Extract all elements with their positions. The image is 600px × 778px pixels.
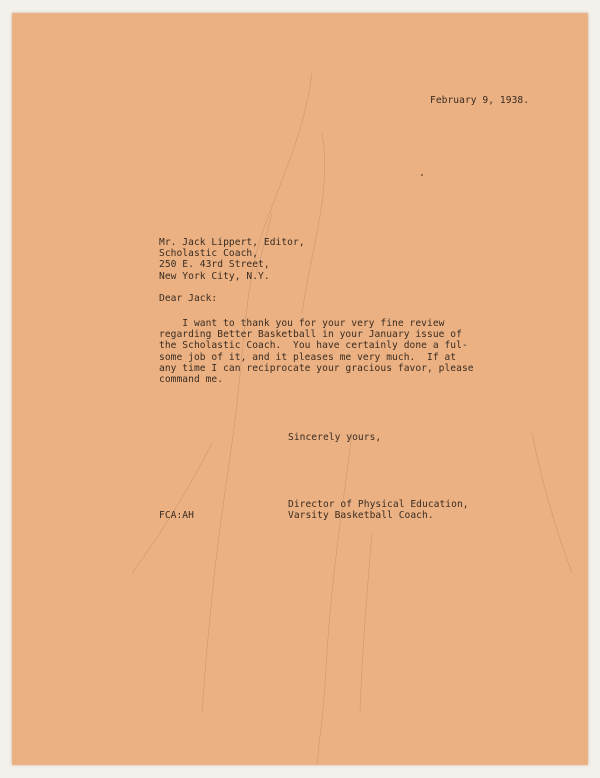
closing: Sincerely yours, bbox=[288, 432, 382, 443]
recipient-address bbox=[159, 237, 305, 282]
letter-page bbox=[12, 13, 588, 765]
address-line: Mr. Jack Lippert, Editor, bbox=[159, 237, 305, 248]
body-line: command me. bbox=[159, 374, 224, 386]
letter-body bbox=[159, 318, 474, 385]
letter-date: February 9, 1938. bbox=[430, 95, 530, 106]
body-line: regarding Better Basketball in your January issue of bbox=[159, 329, 462, 341]
body-line: some job of it, and it pleases me very much. If at bbox=[159, 351, 457, 363]
body-line: I want to thank you for your very fine review bbox=[159, 318, 445, 329]
signature-line: Director of Physical Education, bbox=[288, 499, 469, 510]
signature-block bbox=[288, 499, 469, 521]
address-line: 250 E. 43rd Street, bbox=[159, 259, 270, 271]
body-line: any time I can reciprocate your gracious favor, please bbox=[159, 362, 474, 374]
signature-line: Varsity Basketball Coach. bbox=[288, 510, 434, 522]
paper-crease-marks bbox=[12, 13, 588, 765]
address-line: Scholastic Coach, bbox=[159, 248, 259, 260]
body-line: the Scholastic Coach. You have certainly done a ful- bbox=[159, 340, 468, 352]
reference-initials: FCA:AH bbox=[159, 510, 194, 521]
address-line: New York City, N.Y. bbox=[159, 270, 270, 282]
salutation: Dear Jack: bbox=[159, 293, 218, 304]
